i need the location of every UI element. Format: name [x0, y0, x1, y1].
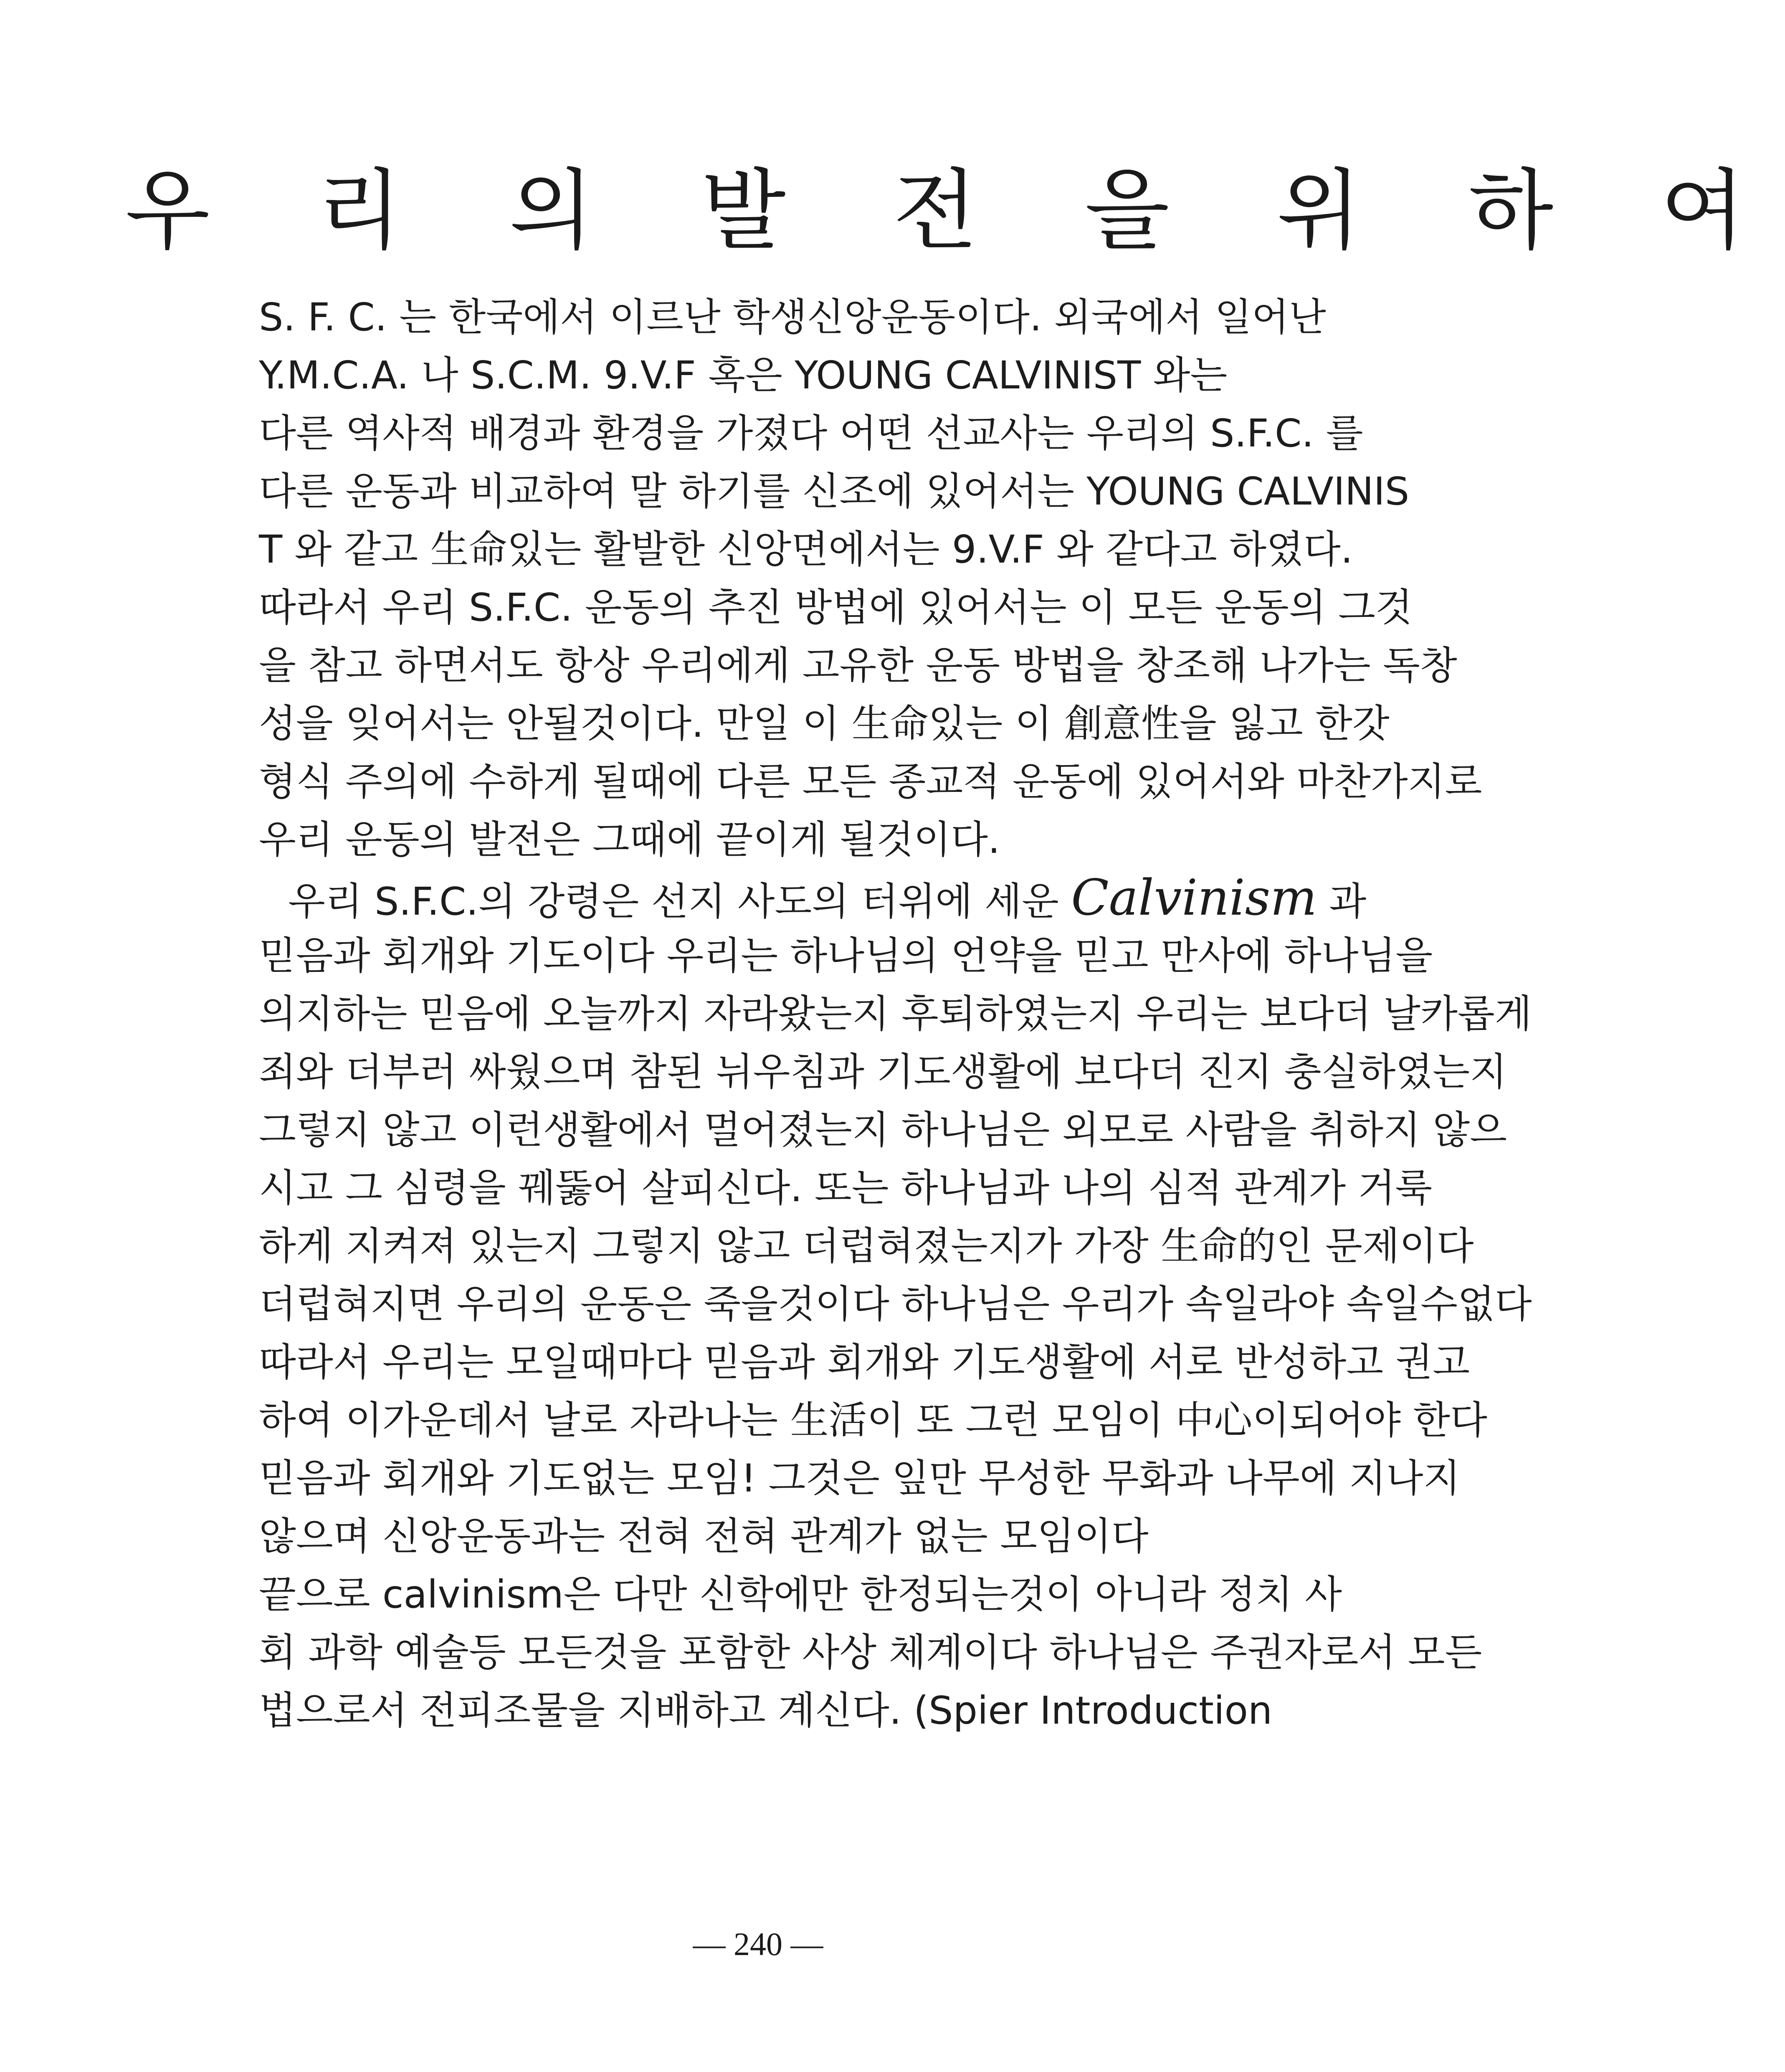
text-line: 않으며 신앙운동과는 전혀 전혀 관계가 없는 모임이다: [259, 1514, 1149, 1559]
text-line: 끝으로 calvinism은 다만 신학에만 한정되는것이 아니라 정치 사: [259, 1572, 1342, 1617]
text-line: 믿음과 회개와 기도이다 우리는 하나님의 언약을 믿고 만사에 하나님을: [259, 933, 1433, 978]
text-line: 형식 주의에 수하게 될때에 다른 모든 종교적 운동에 있어서와 마찬가지로: [259, 759, 1482, 804]
text-fragment: 과: [1329, 879, 1367, 924]
text-line: 그렇지 않고 이런생활에서 멀어졌는지 하나님은 외모로 사람을 취하지 않으: [259, 1108, 1507, 1152]
text-line: 을 참고 하면서도 항상 우리에게 고유한 운동 방법을 창조해 나가는 독창: [259, 643, 1457, 688]
handwritten-body: [259, 288, 1532, 1740]
text-line: 의지하는 믿음에 오늘까지 자라왔는지 후퇴하였는지 우리는 보다더 날카롭게: [259, 992, 1532, 1036]
text-line: 법으로서 전피조물을 지배하고 계신다. (Spier Introduction: [259, 1688, 1273, 1733]
text-line: Y.M.C.A. 나 S.C.M. 9.V.F 혹은 YOUNG CALVINIST 와는: [259, 353, 1228, 398]
text-line: 하게 지켜져 있는지 그렇지 않고 더럽혀졌는지가 가장 生命的인 문제이다: [259, 1224, 1474, 1268]
text-line: 우리 운동의 발전은 그때에 끝이게 될것이다.: [259, 817, 1000, 862]
text-line: T 와 같고 生命있는 활발한 신앙면에서는 9.V.F 와 같다고 하였다.: [259, 527, 1353, 572]
text-line: S. F. C. 는 한국에서 이르난 학생신앙운동이다. 외국에서 일어난: [259, 295, 1326, 340]
text-line: 시고 그 심령을 꿰뚫어 살피신다. 또는 하나님과 나의 심적 관계가 거룩: [259, 1166, 1433, 1210]
text-line: 다른 역사적 배경과 환경을 가졌다 어떤 선교사는 우리의 S.F.C. 를: [259, 411, 1363, 456]
calvinism-word: Calvinism: [1071, 869, 1317, 926]
text-line: 따라서 우리 S.F.C. 운동의 추진 방법에 있어서는 이 모든 운동의 그것: [259, 585, 1413, 630]
text-fragment: 우리 S.F.C.의 강령은 선지 사도의 터위에 세운: [288, 879, 1059, 924]
text-line: 따라서 우리는 모일때마다 믿음과 회개와 기도생활에 서로 반성하고 권고: [259, 1340, 1470, 1385]
text-line: 믿음과 회개와 기도없는 모임! 그것은 잎만 무성한 무화과 나무에 지나지: [259, 1456, 1461, 1501]
text-line: 성을 잊어서는 안될것이다. 만일 이 生命있는 이 創意性을 잃고 한갓: [259, 701, 1390, 746]
text-line: 다른 운동과 비교하여 말 하기를 신조에 있어서는 YOUNG CALVINIS: [259, 469, 1410, 514]
text-line: 죄와 더부러 싸웠으며 참된 뉘우침과 기도생활에 보다더 진지 충실하였는지: [259, 1050, 1507, 1094]
text-line: 더럽혀지면 우리의 운동은 죽을것이다 하나님은 우리가 속일라야 속일수없다: [259, 1282, 1532, 1326]
page-number: — 240 —: [693, 1926, 823, 1962]
page-title: 우 리 의 발 전 을 위 하 여: [125, 160, 1785, 262]
text-line: 회 과학 예술등 모든것을 포함한 사상 체계이다 하나님은 주권자로서 모든: [259, 1630, 1482, 1675]
text-line: 하여 이가운데서 날로 자라나는 生活이 또 그런 모임이 中心이되어야 한다: [259, 1398, 1487, 1443]
text-line-with-signature-word: [259, 869, 1367, 927]
